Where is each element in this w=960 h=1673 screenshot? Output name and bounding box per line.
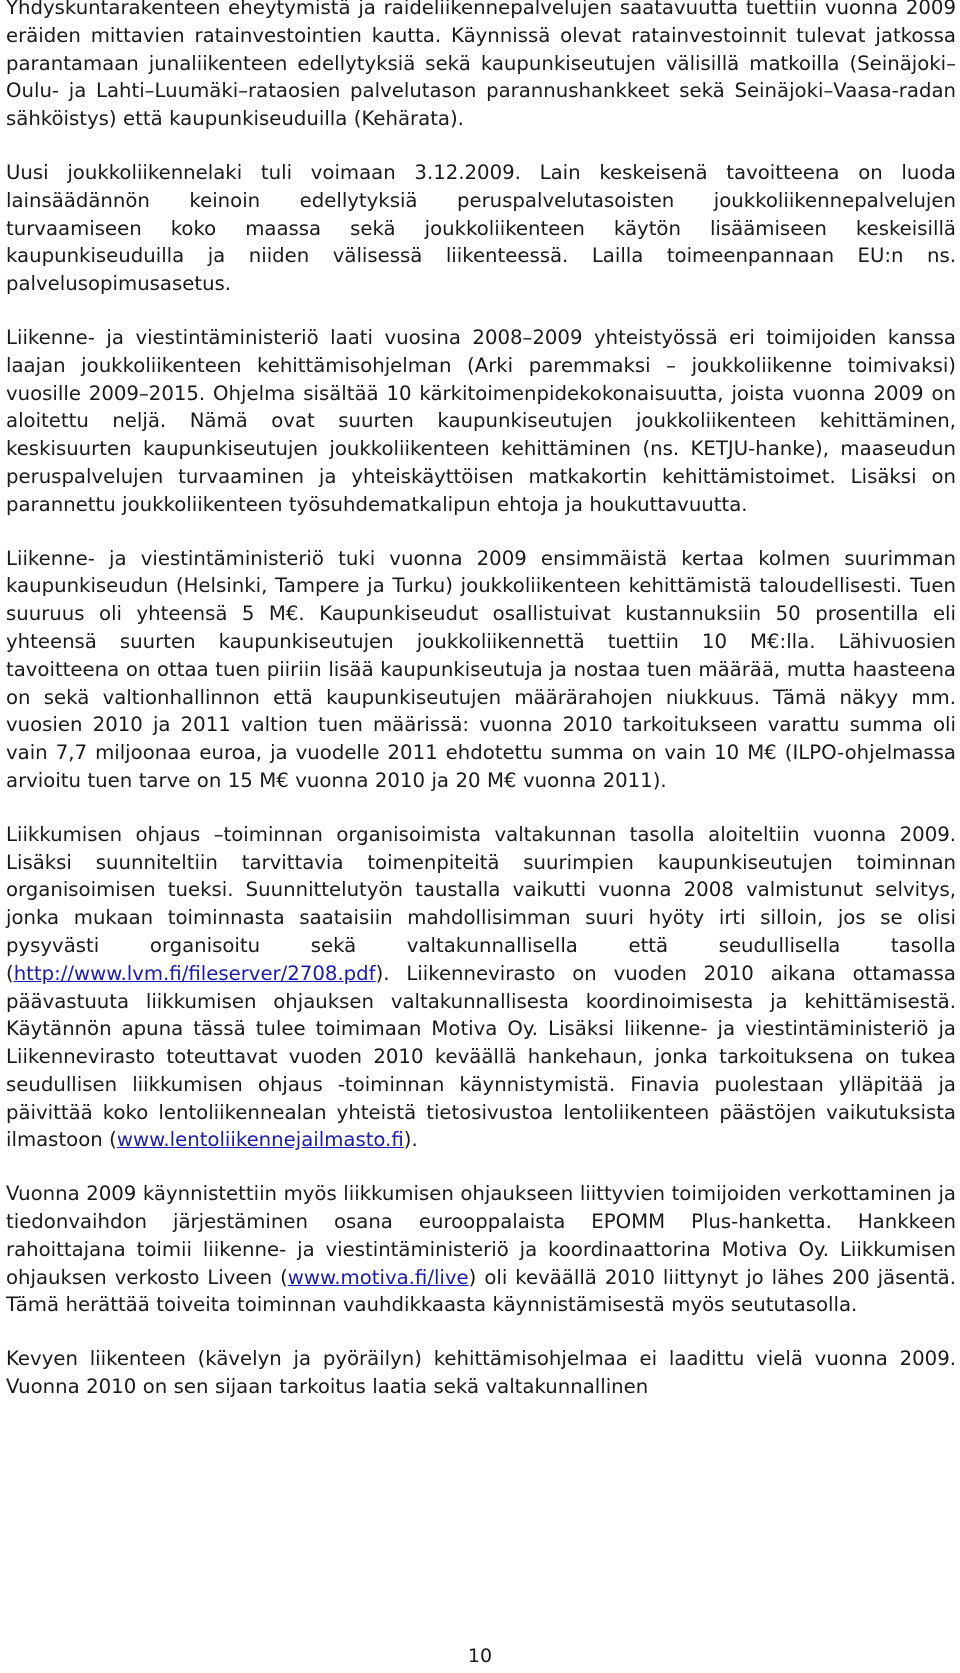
paragraph-epomm-network	[6, 1180, 956, 1319]
link-lvm-fileserver[interactable]: http://www.lvm.fi/fileserver/2708.pdf	[13, 961, 376, 985]
paragraph-public-transport-act	[6, 159, 956, 298]
link-lentoliikennejailmasto[interactable]: www.lentoliikennejailmasto.fi	[116, 1128, 404, 1152]
paragraph-mobility-management	[6, 821, 956, 1155]
paragraph-text: Liikkumisen ohjaus –toiminnan organisoimista valtakunnan tasolla aloiteltiin vuonna 2009. Lisäksi suunniteltiin tarvittavia toimenpiteitä suurimpien kaupunkiseutujen toiminnan organisoimisen tueksi. Suunnittelutyön taustalla vaikutti vuonna 2008 valmistunut selvitys, jonka mukaan toiminnasta saataisiin mahdollisimman suuri hyöty irti silloin, jos se olisi pysyvästi organisoitu sekä valtakunnallisella että seudullisella tasolla (	[6, 822, 956, 985]
paragraph-text: Yhdyskuntarakenteen eheytymistä ja raideliikennepalvelujen saatavuutta tuettiin vuonna 2009 eräiden mittavien ratainvestointien kautta. Käynnissä olevat ratainvestoinnit tulevat jatkossa parantamaan junaliikenteen edellytyksiä sekä kaupunkiseutujen välisillä matkoilla (Seinäjoki–Oulu- ja Lahti–Luumäki–rataosien palvelutason parannushankkeet sekä Seinäjoki–Vaasa-radan sähköistys) että kaupunkiseuduilla (Kehärata).	[6, 0, 956, 131]
page-number: 10	[467, 1645, 493, 1667]
paragraph-text: Liikenne- ja viestintäministeriö laati vuosina 2008–2009 yhteistyössä eri toimijoiden kanssa laajan joukkoliikenteen kehittämisohjelman (Arki paremmaksi – joukkoliikenne toimivaksi) vuosille 2009–2015. Ohjelma sisältää 10 kärkitoimenpidekokonaisuutta, joista vuonna 2009 on aloitettu neljä. Nämä ovat suurten kaupunkiseutujen joukkoliikenteen kehittäminen, keskisuurten kaupunkiseutujen joukkoliikenteen kehittäminen (ns. KETJU-hanke), maaseudun peruspalvelujen turvaaminen ja yhteiskäyttöisen matkakortin kehittämistoimet. Lisäksi on parannettu joukkoliikenteen työsuhdematkalipun ehtoja ja houkuttavuutta.	[6, 325, 956, 516]
paragraph-text: Kevyen liikenteen (kävelyn ja pyöräilyn) kehittämisohjelmaa ei laadittu vielä vuonna 2009. Vuonna 2010 on sen sijaan tarkoitus laatia sekä valtakunnallinen	[6, 1347, 956, 1399]
paragraph-state-support	[6, 545, 956, 795]
link-motiva-live[interactable]: www.motiva.fi/live	[287, 1265, 469, 1289]
paragraph-light-traffic	[6, 1345, 956, 1401]
paragraph-text: Liikenne- ja viestintäministeriö tuki vuonna 2009 ensimmäistä kertaa kolmen suurimman kaupunkiseudun (Helsinki, Tampere ja Turku) joukkoliikenteen kehittämistä taloudellisesti. Tuen suuruus oli yhteensä 5 M€. Kaupunkiseudut osallistuivat kustannuksiin 50 prosentilla eli yhteensä suurten kaupunkiseutujen joukkoliikennettä tuettiin 10 M€:lla. Lähivuosien tavoitteena on ottaa tuen piiriin lisää kaupunkiseutuja ja nostaa tuen määrää, mutta haasteena on sekä valtionhallinnon että kaupunkiseutujen määrärahojen niukkuus. Tämä näkyy mm. vuosien 2010 ja 2011 valtion tuen määrissä: vuonna 2010 tarkoitukseen varattu summa oli vain 7,7 miljoonaa euroa, ja vuodelle 2011 ehdotettu summa on vain 10 M€ (ILPO-ohjelmassa arvioitu tuen tarve on 15 M€ vuonna 2010 ja 20 M€ vuonna 2011).	[6, 546, 956, 792]
paragraph-text: ) oli keväällä 2010 liittynyt jo lähes 200 jäsentä. Tämä herättää toiveita toiminnan vauhdikkaasta käynnistämisestä myös seututasolla.	[6, 1265, 956, 1317]
paragraph-text: Vuonna 2009 käynnistettiin myös liikkumisen ohjaukseen liittyvien toimijoiden verkottaminen ja tiedonvaihdon järjestäminen osana eurooppalaista EPOMM Plus-hanketta. Hankkeen rahoittajana toimii liikenne- ja viestintäministeriö ja koordinaattorina Motiva Oy. Liikkumisen ohjauksen verkosto Liveen (	[6, 1182, 956, 1289]
paragraph-text: ). Liikennevirasto on vuoden 2010 aikana ottamassa päävastuuta liikkumisen ohjauksen valtakunnallisesta koordinoimisesta ja kehittämisestä. Käytännön apuna tässä tulee toimimaan Motiva Oy. Lisäksi liikenne- ja viestintäministeriö ja Liikennevirasto toteuttavat vuoden 2010 keväällä hankehaun, jonka tarkoituksena on tukea seudullisen liikkumisen ohjaus -toiminnan käynnistymistä. Finavia puolestaan ylläpitää ja päivittää koko lentoliikennealan yhteistä tietosivustoa lentoliikenteen päästöjen vaikutuksista ilmastoon (	[6, 961, 956, 1152]
paragraph-text: ).	[403, 1128, 418, 1152]
paragraph-rail-investments	[6, 0, 956, 133]
paragraph-text: Uusi joukkoliikennelaki tuli voimaan 3.12.2009. Lain keskeisenä tavoitteena on luoda lainsäädännön keinoin edellytyksiä peruspalvelutasoisten joukkoliikennepalvelujen turvaamiseen koko maassa sekä joukkoliikenteen käytön lisäämiseen keskeisillä kaupunkiseuduilla ja niiden välisessä liikenteessä. Lailla toimeenpannaan EU:n ns. palvelusopimusasetus.	[6, 160, 956, 296]
paragraph-development-programme	[6, 324, 956, 519]
document-page	[6, 0, 956, 1427]
